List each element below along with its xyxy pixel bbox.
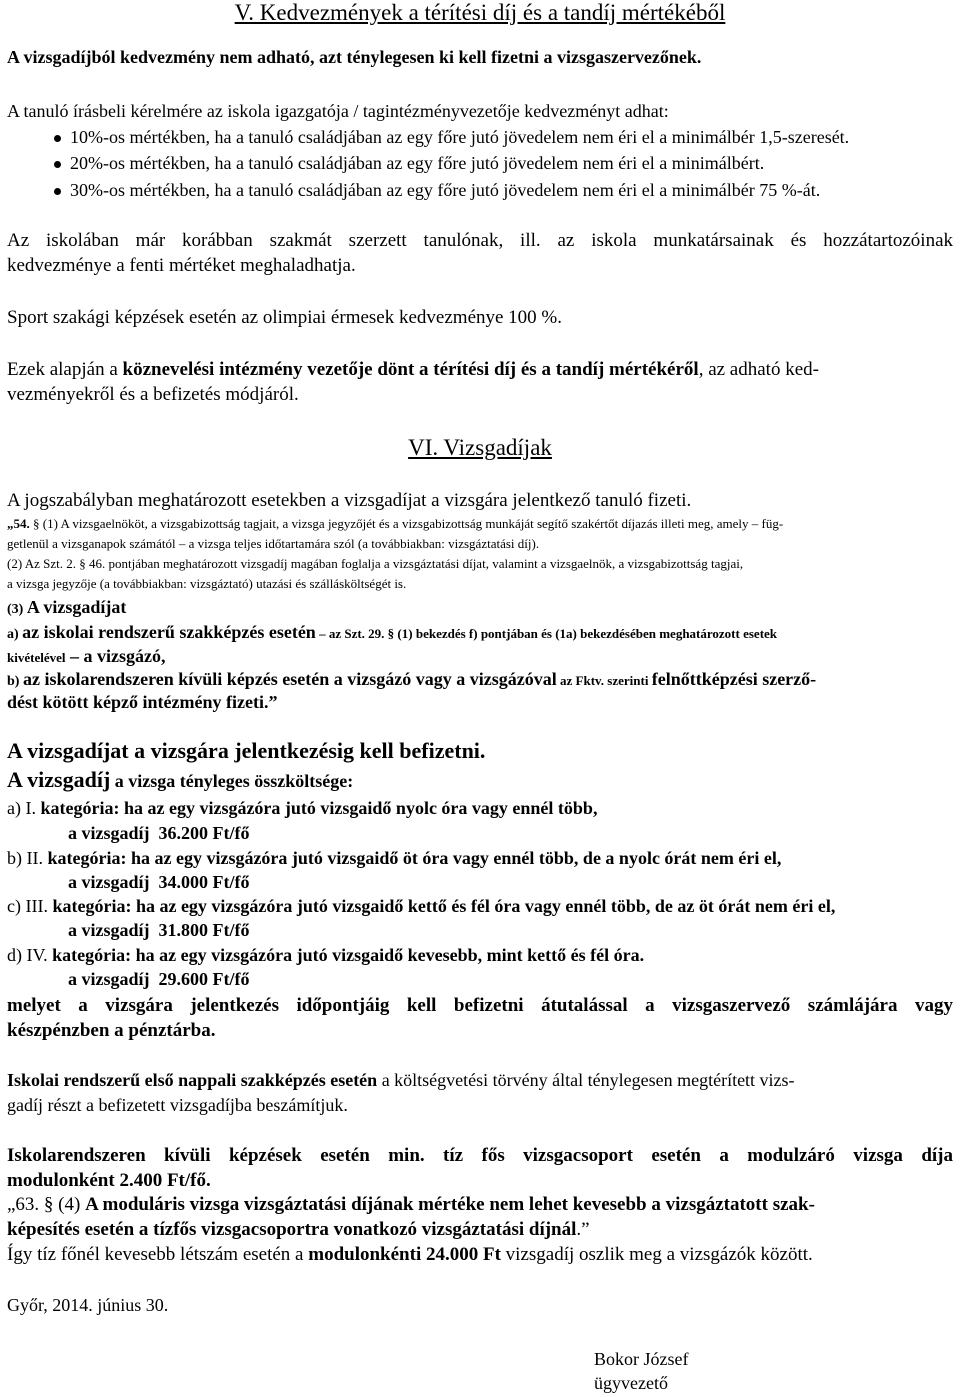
exam-fee-note: A vizsgadíjból kedvezmény nem adható, azt ténylegesen ki kell fizetni a vizsgaszervezőnek. [7, 47, 702, 67]
category-ii-label: b) II. [7, 848, 43, 868]
item-a-payer: – a vizsgázó, [65, 646, 166, 666]
law-54-2-line2: a vizsga jegyzője (a továbbiakban: vizsgáztató) utazási és szállásköltségét is. [7, 576, 407, 591]
law-54-2-line1 [7, 557, 743, 572]
exam-cost-heading [7, 767, 353, 792]
category-iv-text: kategória: ha az egy vizsgázóra jutó vizsgaidő kevesebb, mint kettő és fél óra. [47, 945, 645, 965]
category-iii-desc [7, 896, 835, 917]
exam-cost-rest: a vizsga tényleges összköltsége: [110, 771, 354, 791]
fee-amount: 34.000 Ft/fő [158, 872, 250, 892]
item-b-end: felnőttképzési szerző- [651, 669, 817, 689]
fee-amount: 36.200 Ft/fő [158, 823, 250, 843]
decision-text-end: , az adható ked- [698, 359, 819, 380]
bullet-icon [54, 135, 61, 142]
law-54-3-text: A vizsgadíjat [26, 597, 127, 617]
section-vi-title: VI. Vizsgadíjak [408, 435, 552, 460]
item-b-line2: dést kötött képző intézmény fizeti.” [7, 692, 278, 712]
discount-bullet-20: 20%-os mértékben, ha a tanuló családjában az egy főre jutó jövedelem nem éri el a minimálbért. [70, 153, 765, 173]
item-a-ref: – az Szt. 29. § (1) bekezdés f) pontjában és (1a) bekezdésében meghatározott esetek [315, 626, 778, 641]
fee-amount: 31.800 Ft/fő [158, 920, 250, 940]
item-a-bold: az iskolai rendszerű szakképzés esetén [22, 622, 316, 642]
category-iv-desc [7, 945, 644, 966]
category-iii-text: kategória: ha az egy vizsgázóra jutó vizsgaidő kettő és fél óra vagy ennél több, de az öt órát nem éri el, [47, 896, 836, 916]
law-63-end: .” [576, 1219, 590, 1240]
payment-deadline: A vizsgadíjat a vizsgára jelentkezésig kell befizetni. [7, 738, 486, 763]
bullet-icon [54, 188, 61, 195]
item-b-ref: az Fktv. szerinti [556, 673, 652, 688]
discount-bullet-10: 10%-os mértékben, ha a tanuló családjában az egy főre jutó jövedelem nem éri el a minimálbér 1,5-szeresét. [70, 127, 850, 147]
category-iv-label: d) IV. [7, 945, 48, 965]
category-i-text: kategória: ha az egy vizsgázóra jutó vizsgaidő nyolc óra vagy ennél több, [35, 798, 598, 818]
under-ten-pre: Így tíz főnél kevesebb létszám esetén a [7, 1244, 309, 1265]
item-a-line2 [7, 646, 165, 667]
discount-bullet-30: 30%-os mértékben, ha a tanuló családjában az egy főre jutó jövedelem nem éri el a minimálbér 75 %-át. [70, 180, 821, 200]
fee-label: a vizsgadíj [68, 920, 150, 940]
discount-intro: A tanuló írásbeli kérelmére az iskola igazgatója / tagintézményvezetője kedvezményt adhat: [7, 101, 669, 121]
fee-label: a vizsgadíj [68, 823, 150, 843]
payment-method-line1: melyet a vizsgára jelentkezés időpontjáig kell befizetni átutalással a vizsgaszervező számlájára vagy [7, 995, 953, 1016]
under-ten-amount: modulonkénti 24.000 Ft [308, 1244, 501, 1265]
fee-label: a vizsgadíj [68, 872, 150, 892]
sport-discount: Sport szakági képzések esetén az olimpiai érmesek kedvezménye 100 %. [7, 307, 563, 328]
place-date: Győr, 2014. június 30. [7, 1295, 169, 1315]
law-54-text: § (1) A vizsgaelnököt, a vizsgabizottság tagjait, a vizsga jegyzőjét és a vizsgabizottság munkáját segítő szakértőt díjazás illeti meg, amely – füg- [33, 516, 784, 531]
item-b-label: b) [7, 674, 23, 689]
decision-bold: köznevelési intézmény vezetője dönt a térítési díj és a tandíj mértékéről [122, 359, 699, 380]
prior-trade-line2: kedvezménye a fenti mértéket meghaladhatja. [7, 255, 356, 276]
law-54-line2: getlenül a vizsganapok számától – a vizsga teljes időtartamára szól (a továbbiakban: vizsgáztatási díj). [7, 536, 540, 551]
category-i-desc [7, 798, 597, 819]
signer-name: Bokor József [594, 1349, 689, 1369]
decision-line1 [7, 359, 819, 381]
bullet-icon [54, 161, 61, 168]
category-i-label: a) I. [7, 798, 36, 818]
outside-training-line2: modulonként 2.400 Ft/fő. [7, 1170, 211, 1191]
law-54-3-line [7, 597, 126, 618]
signer-title: ügyvezető [594, 1373, 668, 1393]
fee-label: a vizsgadíj [68, 969, 150, 989]
law-54-2-text: pontjában meghatározott vizsgadíj magában foglalja a vizsgáztatási díjat, valamint a vizsgaelnök, a vizsgabizottság tagjai, [105, 556, 744, 571]
section-v-title: V. Kedvezmények a térítési díj és a tandíj mértékéből [234, 0, 726, 25]
law-54-line1 [7, 517, 783, 532]
payment-method-line2: készpénzben a pénztárba. [7, 1020, 216, 1041]
law-63-bold1: A moduláris vizsga vizsgáztatási díjának mértéke nem lehet kevesebb a vizsgáztatott szak- [85, 1194, 815, 1215]
item-a-label: a) [7, 627, 23, 642]
item-a-exception: kivételével [7, 650, 66, 665]
exam-cost-big: A vizsgadíj [7, 767, 111, 792]
law-54-3-number: (3) [7, 602, 27, 617]
category-i-fee [68, 823, 250, 844]
law-63-line2 [7, 1219, 590, 1241]
law-63-number: „63. § (4) [7, 1194, 86, 1215]
decision-text: Ezek alapján a [7, 359, 123, 380]
school-training-line2: gadíj részt a befizetett vizsgadíjba beszámítjuk. [7, 1095, 348, 1115]
category-iii-label: c) III. [7, 896, 48, 916]
school-training-rest: a költségvetési törvény által ténylegesen megtérített vizs- [377, 1070, 795, 1090]
prior-trade-line1: Az iskolában már korábban szakmát szerzett tanulónak, ill. az iskola munkatársainak és hozzátartozóinak [7, 230, 953, 251]
item-b-line1 [7, 669, 816, 690]
law-63-line1 [7, 1194, 815, 1216]
category-ii-fee [68, 872, 250, 893]
fee-amount: 29.600 Ft/fő [158, 969, 250, 989]
category-ii-desc [7, 848, 781, 869]
under-ten-post: vizsgadíj oszlik meg a vizsgázók között. [500, 1244, 813, 1265]
item-a-line1 [7, 622, 777, 643]
school-training-line1 [7, 1070, 795, 1091]
law-54-2-ref: (2) Az Szt. 2. § 46. [7, 556, 106, 571]
category-iii-fee [68, 920, 250, 941]
category-ii-text: kategória: ha az egy vizsgázóra jutó vizsgaidő öt óra vagy ennél több, de a nyolc órát nem éri el, [42, 848, 782, 868]
under-ten-note [7, 1244, 813, 1266]
item-b-bold: az iskolarendszeren kívüli képzés esetén a vizsgázó vagy a vizsgázóval [22, 669, 557, 689]
school-training-bold: Iskolai rendszerű első nappali szakképzés esetén [7, 1070, 378, 1090]
exam-fee-intro: A jogszabályban meghatározott esetekben a vizsgadíjat a vizsgára jelentkező tanuló fizeti. [7, 490, 692, 511]
decision-line2: vezményekről és a befizetés módjáról. [7, 384, 299, 405]
law-63-bold2: képesítés esetén a tízfős vizsgacsoportra vonatkozó vizsgáztatási díjnál [7, 1219, 577, 1240]
category-iv-fee [68, 969, 250, 990]
outside-training-line1: Iskolarendszeren kívüli képzések esetén min. tíz fős vizsgacsoport esetén a modulzáró vizsga díja [7, 1145, 953, 1166]
law-54-number: „54. [7, 516, 30, 531]
